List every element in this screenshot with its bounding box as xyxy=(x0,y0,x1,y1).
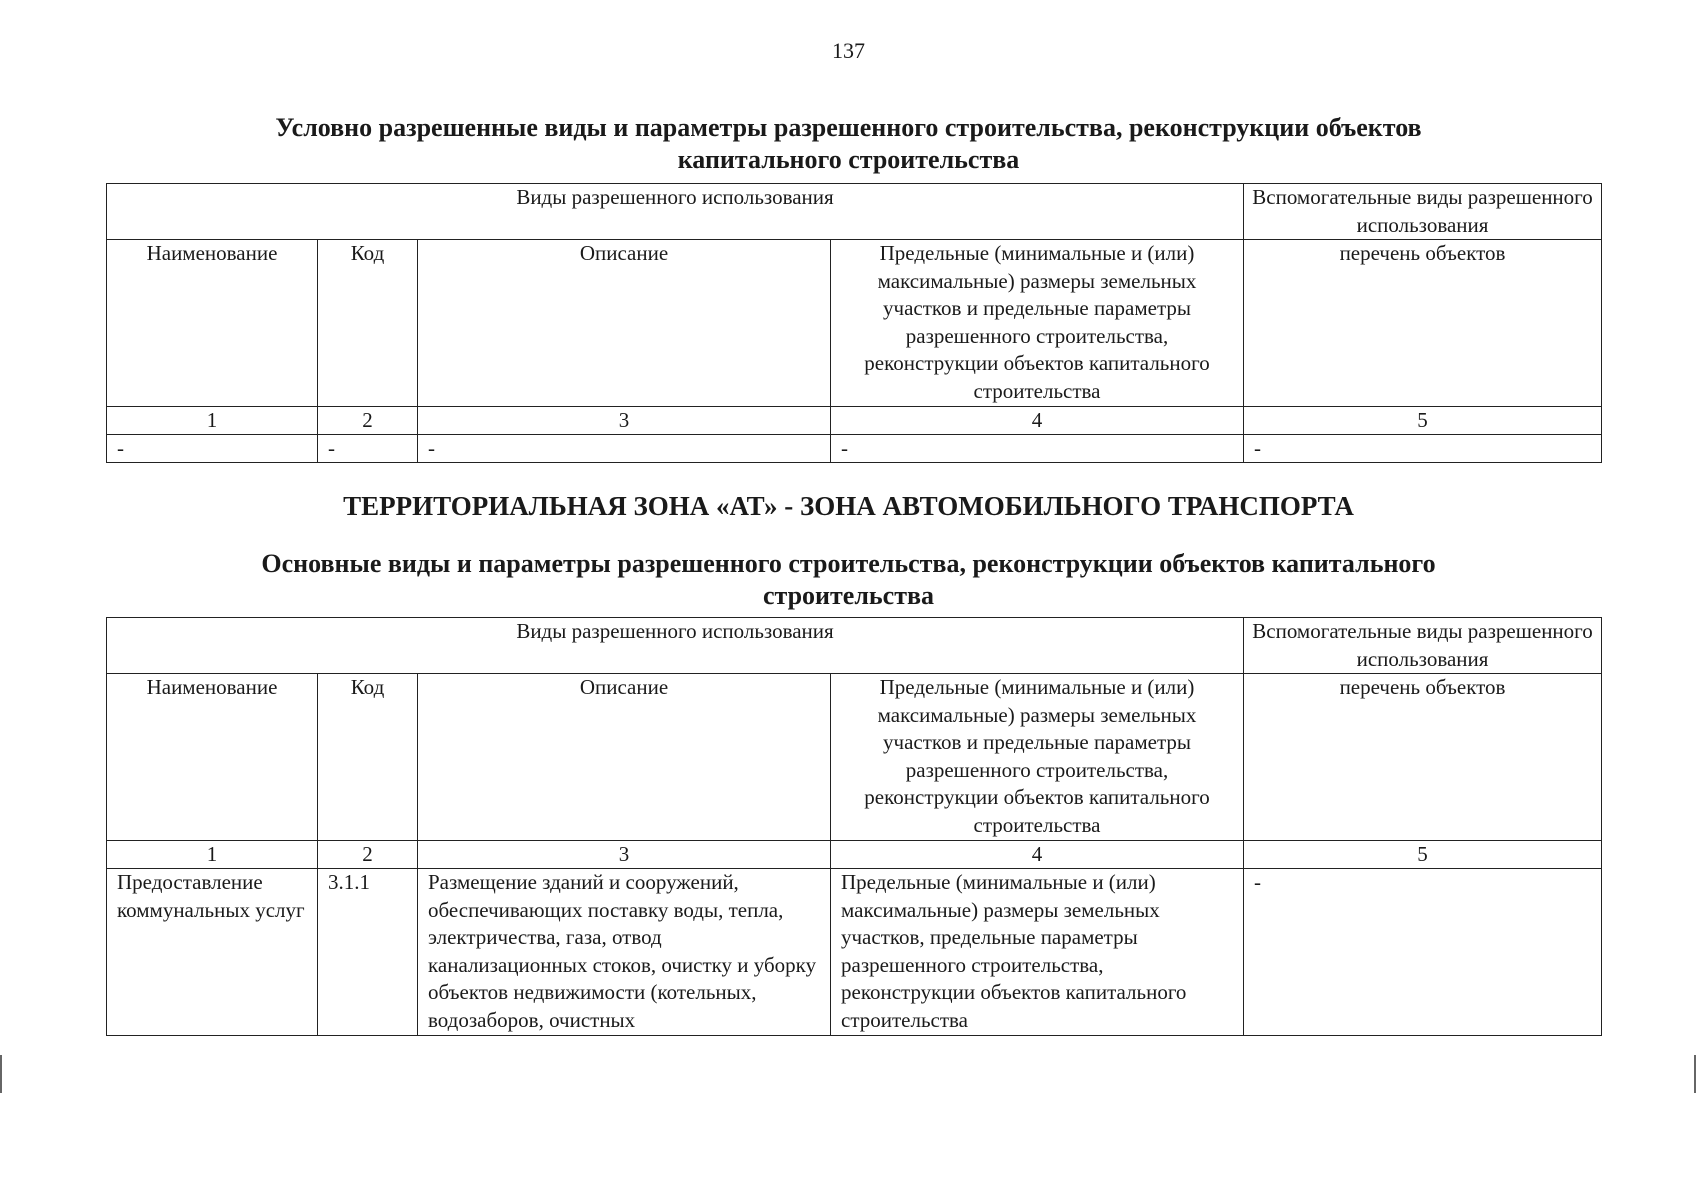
column-number: 4 xyxy=(831,407,1244,435)
col-aux-list-header: перечень объектов xyxy=(1244,240,1602,407)
scan-edge-mark-left xyxy=(0,1055,2,1093)
cell-code: - xyxy=(318,435,418,463)
col-description-header: Описание xyxy=(418,240,831,407)
col-limits-header: Предельные (минимальные и (или) максимальные) размеры земельных участков и предельные параметры разрешенного строительства, реконструкции объектов капитального строительства xyxy=(831,674,1244,841)
cell-description: Размещение зданий и сооружений, обеспечивающих поставку воды, тепла, электричества, газа, отвод канализационных стоков, очистку и уборку объектов недвижимости (котельных, водозаборов, очистных xyxy=(418,869,831,1036)
cell-limits: Предельные (минимальные и (или) максимальные) размеры земельных участков, предельные параметры разрешенного строительства, реконструкции объектов капитального строительства xyxy=(831,869,1244,1036)
section1-heading-line1: Условно разрешенные виды и параметры разрешенного строительства, реконструкции объектов xyxy=(275,113,1422,142)
column-number: 5 xyxy=(1244,407,1602,435)
col-limits-header: Предельные (минимальные и (или) максимальные) размеры земельных участков и предельные параметры разрешенного строительства, реконструкции объектов капитального строительства xyxy=(831,240,1244,407)
table-row xyxy=(107,869,1602,1036)
column-number: 3 xyxy=(418,407,831,435)
column-number: 5 xyxy=(1244,841,1602,869)
cell-name: Предоставление коммунальных услуг xyxy=(107,869,318,1036)
column-number-row xyxy=(107,841,1602,869)
table-column-header-row xyxy=(107,674,1602,841)
group-main-header: Виды разрешенного использования xyxy=(107,618,1244,674)
column-number: 2 xyxy=(318,407,418,435)
cell-aux: - xyxy=(1244,869,1602,1036)
column-number: 2 xyxy=(318,841,418,869)
col-code-header: Код xyxy=(318,240,418,407)
cell-limits: - xyxy=(831,435,1244,463)
group-aux-header: Вспомогательные виды разрешенного использования xyxy=(1244,184,1602,240)
table-group-header-row xyxy=(107,618,1602,674)
column-number: 4 xyxy=(831,841,1244,869)
section1-heading-line2: капитального строительства xyxy=(677,145,1020,174)
section2-heading-line1: Основные виды и параметры разрешенного строительства, реконструкции объектов капитального xyxy=(261,549,1436,578)
cell-aux: - xyxy=(1244,435,1602,463)
col-code-header: Код xyxy=(318,674,418,841)
cell-code: 3.1.1 xyxy=(318,869,418,1036)
group-aux-header: Вспомогательные виды разрешенного использования xyxy=(1244,618,1602,674)
col-aux-list-header: перечень объектов xyxy=(1244,674,1602,841)
column-number: 1 xyxy=(107,841,318,869)
col-description-header: Описание xyxy=(418,674,831,841)
scan-edge-mark-right xyxy=(1694,1055,1696,1093)
column-number-row xyxy=(107,407,1602,435)
column-number: 1 xyxy=(107,407,318,435)
main-uses-table xyxy=(106,617,1602,1036)
col-name-header: Наименование xyxy=(107,674,318,841)
conditional-uses-table xyxy=(106,183,1602,463)
page-number: 137 xyxy=(832,38,865,63)
table-column-header-row xyxy=(107,240,1602,407)
table-row xyxy=(107,435,1602,463)
cell-description: - xyxy=(418,435,831,463)
section2-heading-line2: строительства xyxy=(762,581,935,610)
column-number: 3 xyxy=(418,841,831,869)
table-group-header-row xyxy=(107,184,1602,240)
zone-title: ТЕРРИТОРИАЛЬНАЯ ЗОНА «АТ» - ЗОНА АВТОМОБИЛЬНОГО ТРАНСПОРТА xyxy=(343,491,1354,521)
section1-heading xyxy=(0,112,1697,176)
col-name-header: Наименование xyxy=(107,240,318,407)
cell-name: - xyxy=(107,435,318,463)
section2-heading xyxy=(0,548,1697,612)
group-main-header: Виды разрешенного использования xyxy=(107,184,1244,240)
